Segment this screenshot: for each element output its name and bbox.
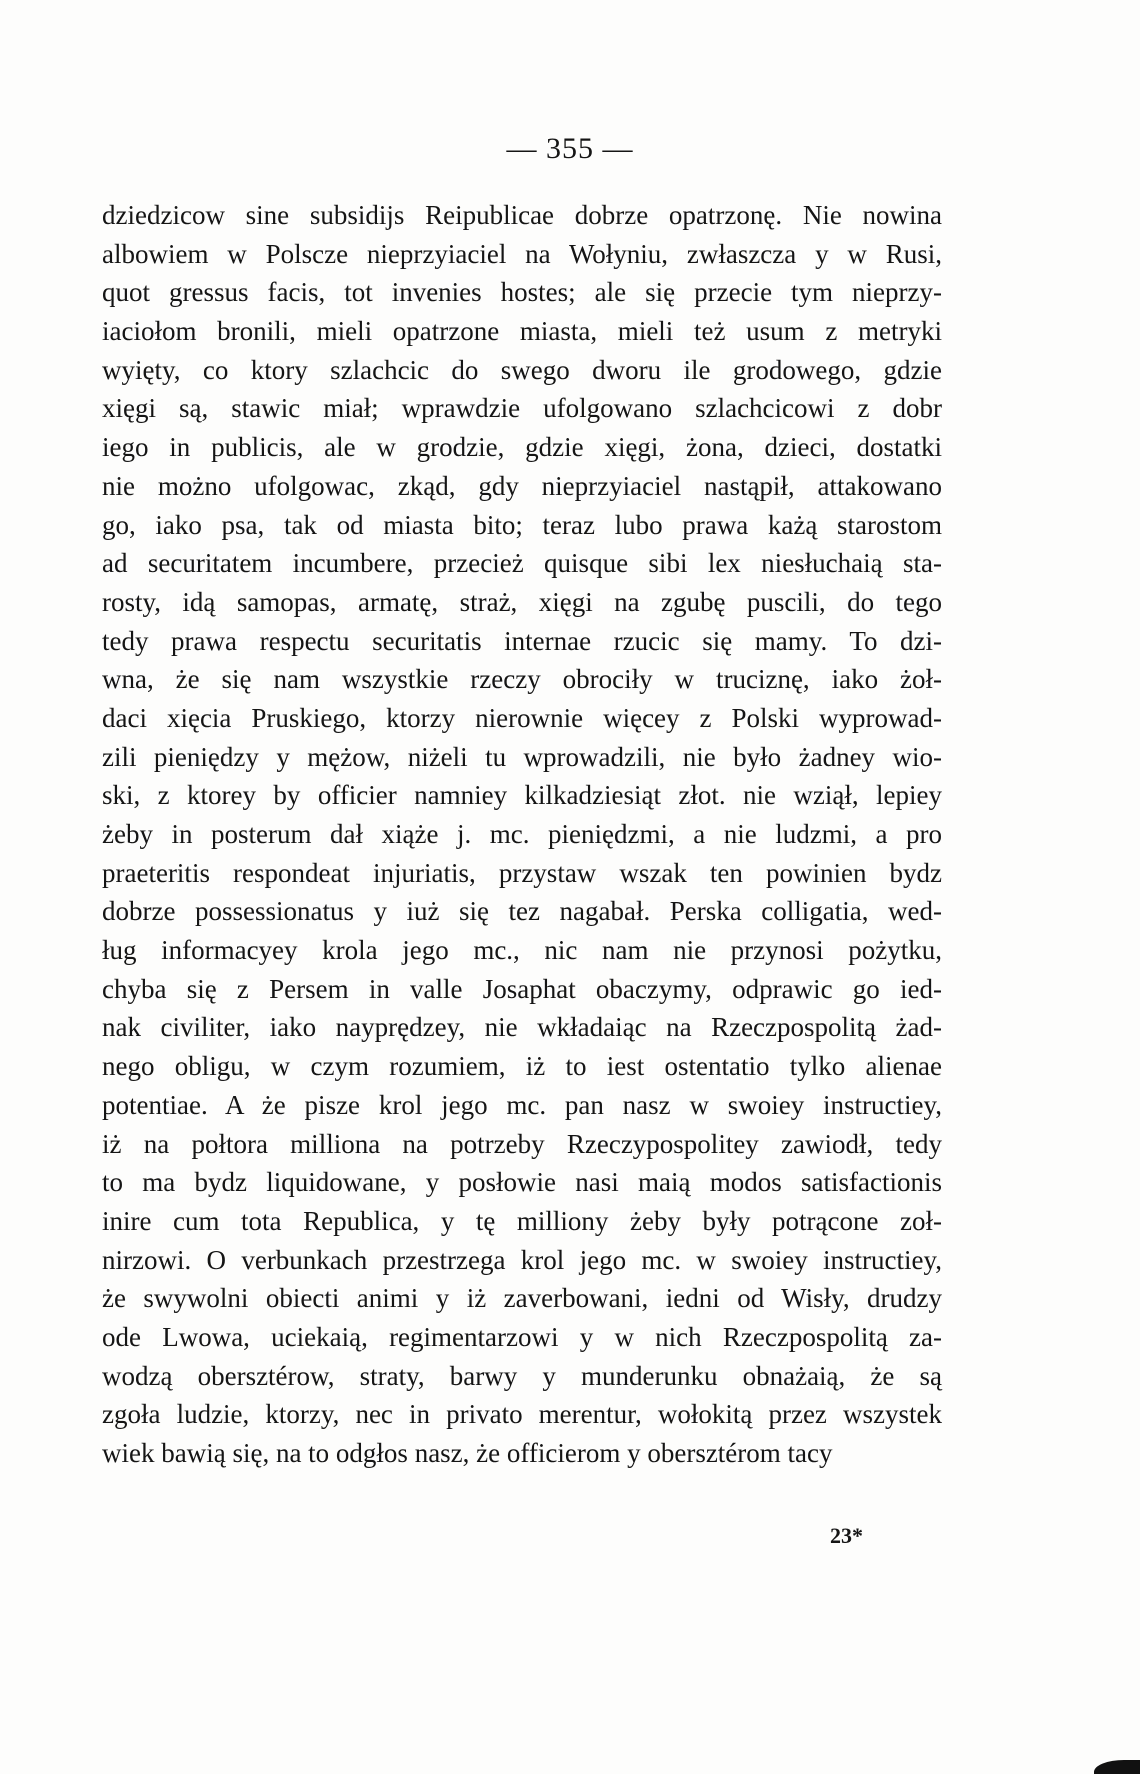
printer-signature: 23* [830, 1523, 863, 1548]
text-line: ski, z ktorey by officier namniey kilkadziesiąt złot. nie wziął, lepiey [102, 780, 942, 811]
text-line: zgoła ludzie, ktorzy, nec in privato merentur, wołokitą przez wszystek [102, 1399, 942, 1430]
text-line: ług informacyey krola jego mc., nic nam nie przynosi pożytku, [102, 935, 942, 966]
text-line: iż na połtora milliona na potrzeby Rzeczypospolitey zawiodł, tedy [102, 1128, 942, 1159]
text-line: wyięty, co ktory szlachcic do swego dworu ile grodowego, gdzie [102, 354, 942, 385]
text-line: wna, że się nam wszystkie rzeczy obrociły w truciznę, iako żoł- [102, 664, 942, 695]
text-line: nak civiliter, iako nayprędzey, nie wkładaiąc na Rzeczpospolitą żad- [102, 1012, 942, 1043]
text-line: że swywolni obiecti animi y iż zaverbowani, iedni od Wisły, drudzy [102, 1283, 942, 1314]
text-line: ode Lwowa, uciekaią, regimentarzowi y w nich Rzeczpospolitą za- [102, 1321, 942, 1352]
text-line: nego obligu, w czym rozumiem, iż to iest ostentatio tylko alienae [102, 1051, 942, 1082]
text-line: praeteritis respondeat injuriatis, przystaw wszak ten powinien bydz [102, 857, 942, 888]
text-line: inire cum tota Republica, y tę milliony żeby były potrącone zoł- [102, 1205, 942, 1236]
page-number: — 355 — [506, 132, 634, 165]
page-edge-mark [1094, 1760, 1140, 1774]
text-line: chyba się z Persem in valle Josaphat obaczymy, odprawic go ied- [102, 973, 942, 1004]
text-line: żeby in posterum dał xiąże j. mc. pieniędzmi, a nie ludzmi, a pro [102, 819, 942, 849]
text-line: go, iako psa, tak od miasta bito; teraz lubo prawa każą starostom [102, 509, 942, 540]
body-text [102, 196, 942, 1473]
text-line: iego in publicis, ale w grodzie, gdzie xięgi, żona, dzieci, dostatki [102, 432, 942, 463]
text-line: dziedzicow sine subsidijs Reipublicae dobrze opatrzonę. Nie nowina [102, 200, 942, 230]
text-line: rosty, idą samopas, armatę, straż, xięgi na zgubę puscili, do tego [102, 586, 942, 617]
text-line: iaciołom bronili, mieli opatrzone miasta, mieli też usum z metryki [102, 316, 942, 347]
text-line: nirzowi. O verbunkach przestrzega krol jego mc. w swoiey instructiey, [102, 1244, 942, 1275]
text-line: albowiem w Polscze nieprzyiaciel na Wołyniu, zwłaszcza y w Rusi, [102, 238, 942, 269]
text-line: tedy prawa respectu securitatis internae rzucic się mamy. To dzi- [102, 625, 942, 656]
text-line: ad securitatem incumbere, przecież quisque sibi lex niesłuchaią sta- [102, 548, 942, 579]
text-line: to ma bydz liquidowane, y posłowie nasi maią modos satisfactionis [102, 1167, 942, 1198]
text-line: daci xięcia Pruskiego, ktorzy nierownie więcey z Polski wyprowad- [102, 702, 942, 733]
text-line: nie możno ufolgowac, zkąd, gdy nieprzyiaciel nastąpił, attakowano [102, 470, 942, 501]
text-line: wodzą obersztérow, straty, barwy y munderunku obnażaią, że są [102, 1360, 942, 1391]
text-line: xięgi są, stawic miał; wprawdzie ufolgowano szlachcicowi z dobr [102, 393, 942, 424]
text-line: zili pieniędzy y mężow, niżeli tu wprowadzili, nie było żadney wio- [102, 741, 942, 772]
text-line: wiek bawią się, na to odgłos nasz, że officierom y obersztérom tacy [102, 1438, 833, 1468]
text-line: potentiae. A że pisze krol jego mc. pan nasz w swoiey instructiey, [102, 1089, 942, 1120]
text-line: quot gressus facis, tot invenies hostes; ale się przecie tym nieprzy- [102, 277, 942, 308]
text-line: dobrze possessionatus y iuż się tez nagabał. Perska colligatia, wed- [102, 896, 942, 927]
